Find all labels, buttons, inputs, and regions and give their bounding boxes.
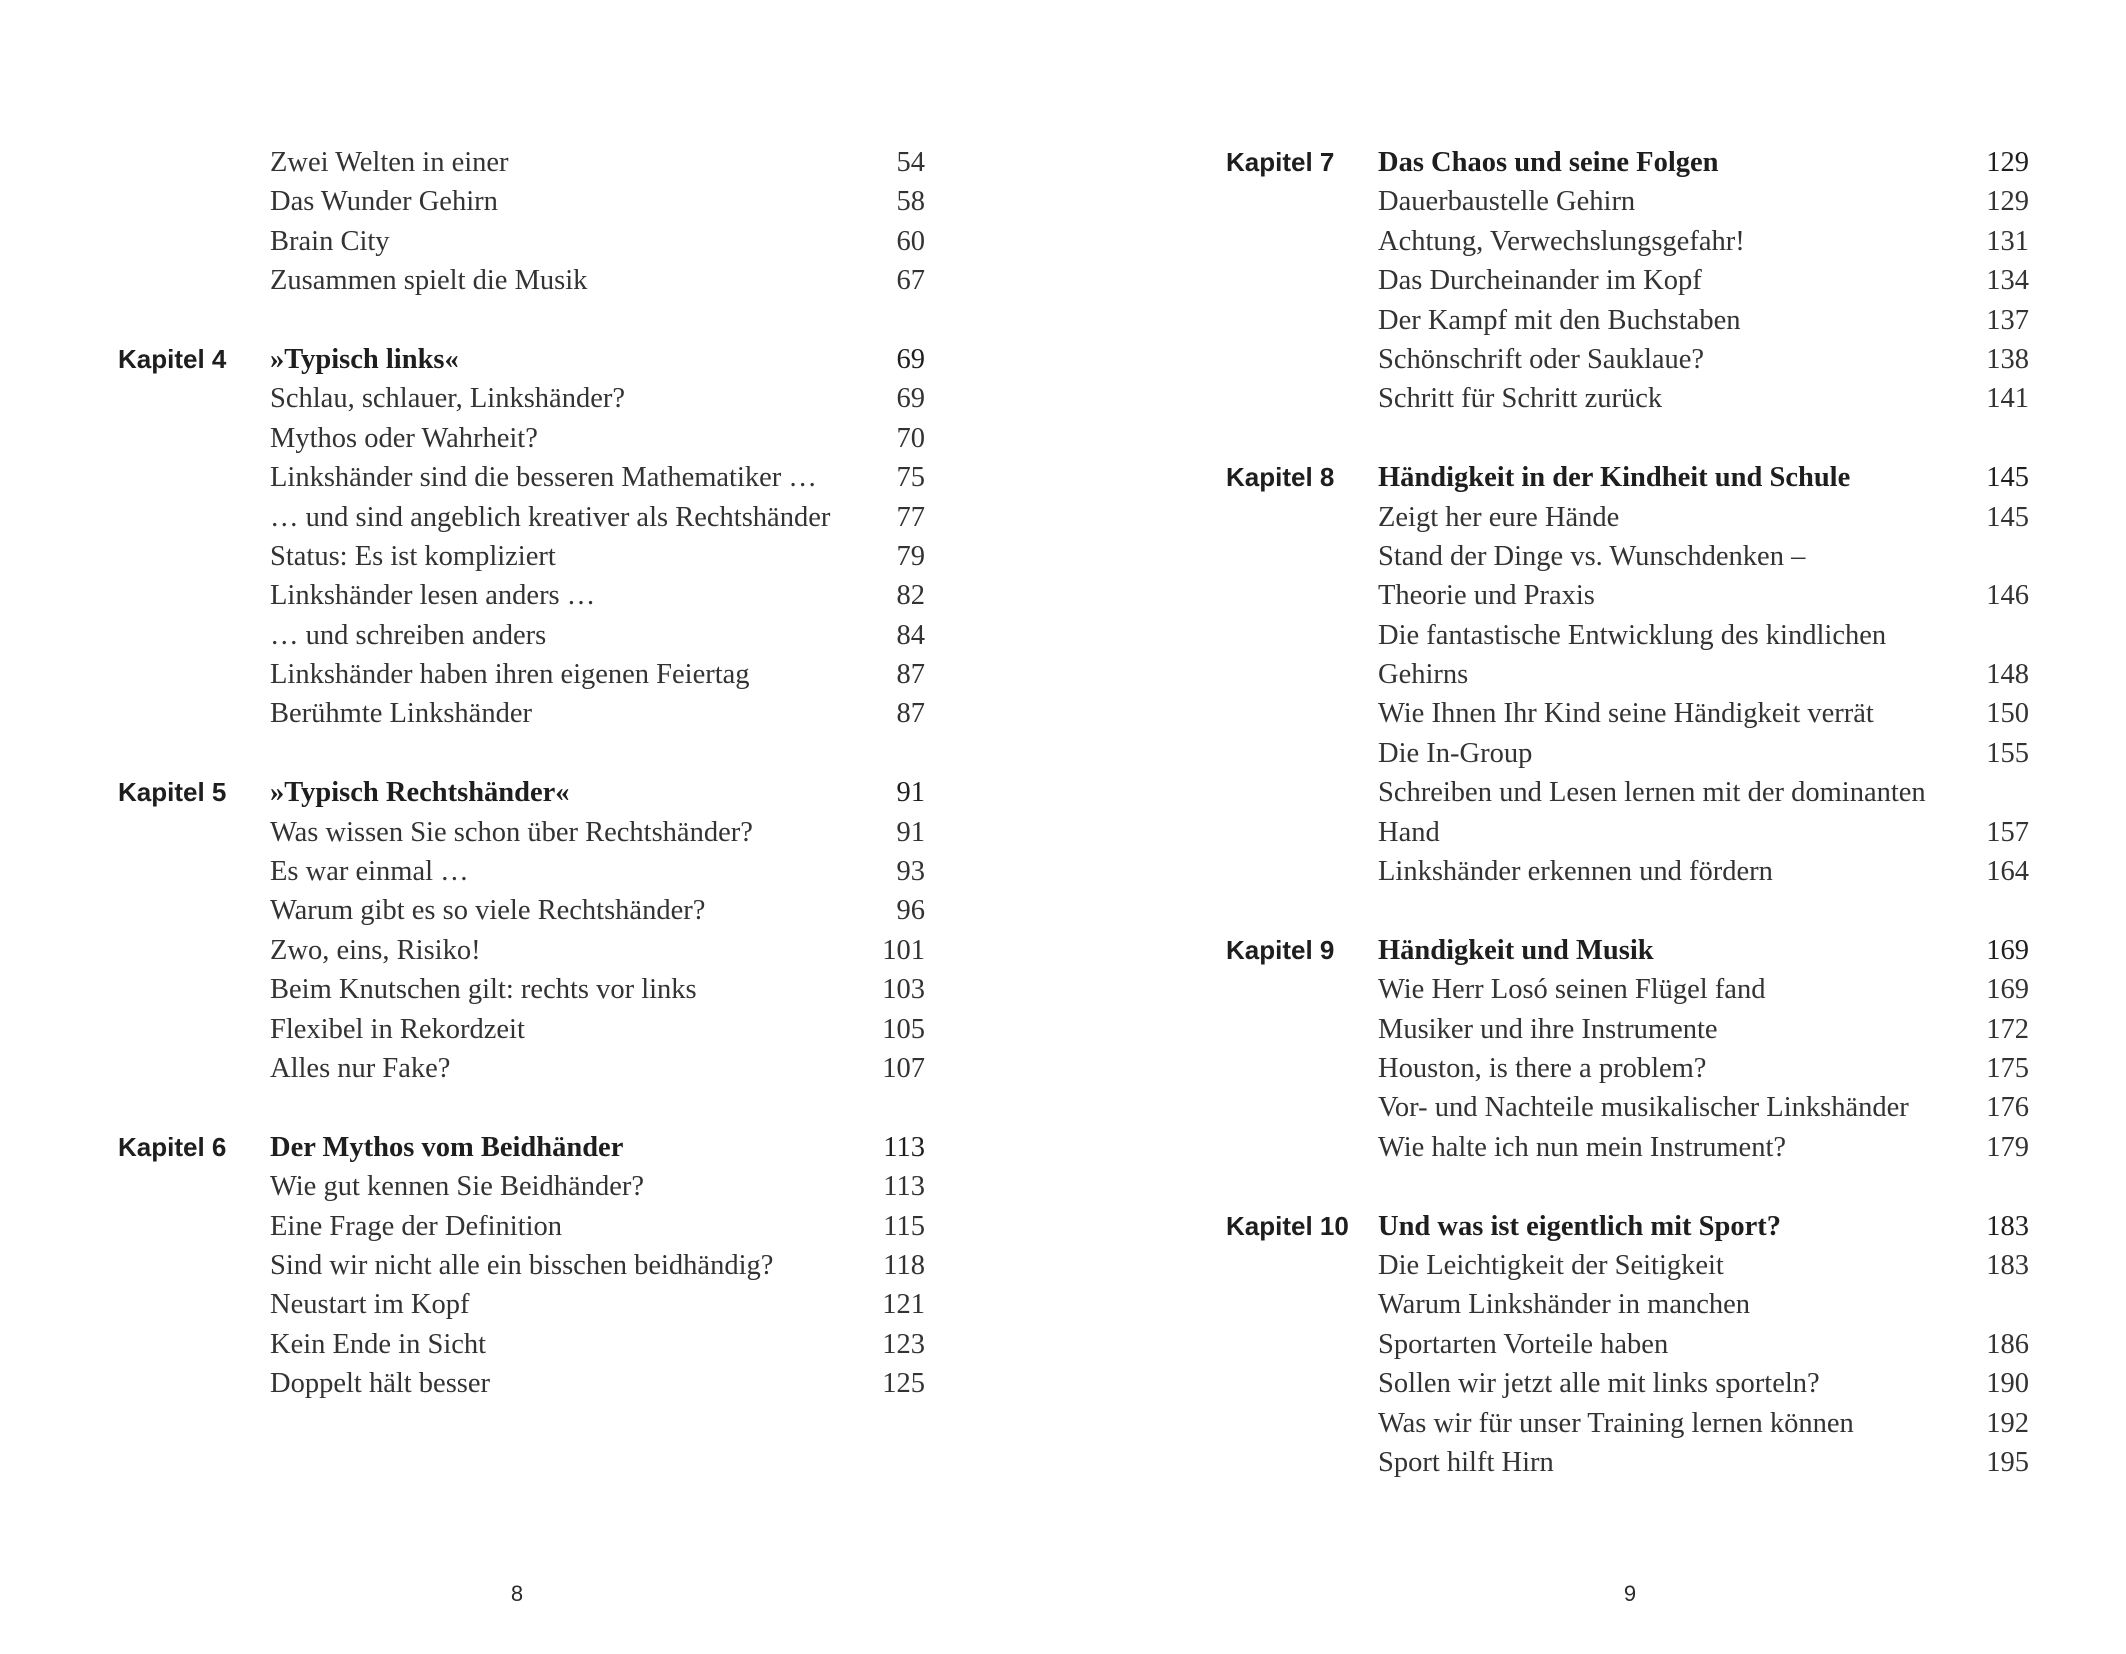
toc-entry: [118, 1285, 925, 1324]
entry-page-number: 118: [883, 1249, 925, 1281]
entry-page-number: 123: [882, 1328, 925, 1360]
entry-page-number: 125: [882, 1368, 925, 1400]
entry-title: Es war einmal …: [270, 856, 469, 888]
chapter-heading: [118, 340, 925, 379]
toc-entry: [1226, 301, 2029, 340]
entry-title: Eine Frage der Definition: [270, 1210, 563, 1242]
chapter-label: Kapitel 7: [1226, 147, 1335, 177]
toc-entry: [118, 379, 925, 418]
toc-entry: [1226, 1010, 2029, 1049]
chapter-heading: [1226, 931, 2029, 970]
entry-page-number: 195: [1986, 1446, 2029, 1478]
chapter-label: Kapitel 8: [1226, 462, 1335, 493]
entry-title: Die Leichtigkeit der Seitigkeit: [1378, 1249, 1724, 1281]
entry-title: Kein Ende in Sicht: [270, 1328, 487, 1360]
toc-entry: [118, 1246, 925, 1285]
entry-title: Das Wunder Gehirn: [270, 186, 498, 218]
toc-entry: [118, 1049, 925, 1088]
toc-entry: [1226, 1049, 2029, 1088]
chapter-label: Kapitel 4: [118, 343, 227, 374]
entry-title: Achtung, Verwechslungsgefahr!: [1378, 225, 1745, 257]
entry-page-number: 113: [883, 1171, 925, 1203]
entry-title: Was wir für unser Training lernen können: [1378, 1407, 1854, 1439]
entry-page-number: 79: [896, 540, 925, 572]
entry-page-number: 129: [1986, 147, 2029, 178]
entry-title: Flexibel in Rekordzeit: [270, 1013, 525, 1045]
entry-title: Sport hilft Hirn: [1378, 1446, 1554, 1478]
entry-page-number: 164: [1986, 856, 2029, 888]
toc-entry: [118, 1325, 925, 1364]
entry-page-number: 113: [883, 1131, 925, 1163]
toc-entry: [1226, 1285, 2026, 1324]
entry-page-number: 175: [1986, 1052, 2029, 1084]
entry-title: Linkshänder lesen anders …: [270, 580, 596, 612]
chapter-title: »Typisch links«: [270, 343, 459, 375]
chapter-heading: [118, 773, 925, 812]
entry-title: Was wissen Sie schon über Rechtshänder?: [270, 816, 753, 848]
entry-page-number: 176: [1986, 1092, 2029, 1124]
toc-entry: [118, 616, 925, 655]
entry-title: Schönschrift oder Sauklaue?: [1378, 343, 1705, 375]
entry-title: Sollen wir jetzt alle mit links sporteln?: [1378, 1368, 1820, 1400]
right-page: [1063, 0, 2126, 1654]
toc-entry: [118, 498, 925, 537]
toc-entry: [1226, 498, 2029, 537]
entry-page-number: 87: [896, 659, 925, 691]
entry-title: … und sind angeblich kreativer als Rechtshänder: [270, 501, 831, 533]
entry-title: Schritt für Schritt zurück: [1378, 383, 1663, 415]
entry-page-number: 107: [882, 1052, 925, 1084]
toc-entry: [118, 1010, 925, 1049]
toc-entry: [118, 970, 925, 1009]
toc-entry: [118, 1364, 925, 1403]
toc-entry: [1226, 773, 2026, 812]
toc-entry: [1226, 379, 2029, 418]
entry-title: Linkshänder sind die besseren Mathematiker …: [270, 462, 817, 494]
toc-entry: [118, 1207, 925, 1246]
entry-page-number: 115: [883, 1210, 925, 1242]
toc-entry: [118, 694, 925, 733]
entry-page-number: 155: [1986, 737, 2029, 769]
chapter-label: Kapitel 9: [1226, 934, 1335, 965]
toc-entry: [1226, 1088, 2029, 1127]
toc-entry: [1226, 694, 2029, 733]
entry-page-number: 105: [882, 1013, 925, 1045]
entry-title: Hand: [1378, 816, 1440, 848]
chapter-title: Händigkeit in der Kindheit und Schule: [1378, 462, 1851, 494]
entry-page-number: 172: [1986, 1013, 2029, 1045]
toc-entry: [118, 537, 925, 576]
entry-page-number: 121: [882, 1289, 925, 1321]
entry-page-number: 82: [896, 580, 925, 612]
chapter-title: »Typisch Rechtshänder«: [270, 777, 570, 809]
entry-page-number: 75: [896, 462, 925, 494]
entry-page-number: 134: [1986, 265, 2029, 297]
entry-title: Die In-Group: [1378, 737, 1533, 769]
toc-entry: [1226, 970, 2029, 1009]
entry-page-number: 141: [1986, 383, 2029, 415]
entry-page-number: 77: [896, 501, 925, 533]
entry-title: Schlau, schlauer, Linkshänder?: [270, 383, 625, 415]
entry-page-number: 84: [896, 619, 925, 651]
toc-entry: [1226, 734, 2029, 773]
toc-entry: [118, 813, 925, 852]
entry-page-number: 60: [896, 225, 925, 257]
entry-title: Theorie und Praxis: [1378, 580, 1595, 612]
entry-title: Wie gut kennen Sie Beidhänder?: [270, 1171, 644, 1203]
chapter-label: Kapitel 10: [1226, 1210, 1349, 1241]
entry-page-number: 183: [1986, 1210, 2029, 1242]
toc-list: [1226, 143, 2029, 1482]
entry-page-number: 157: [1986, 816, 2029, 848]
chapter-heading: [118, 1128, 925, 1167]
entry-page-number: 58: [896, 186, 925, 218]
entry-title: Vor- und Nachteile musikalischer Linkshänder: [1378, 1092, 1909, 1124]
toc-entry: [1226, 222, 2029, 261]
entry-page-number: 169: [1986, 974, 2029, 1006]
toc-entry: [118, 143, 925, 182]
toc-entry: [1226, 1443, 2029, 1482]
chapter-title: Der Mythos vom Beidhänder: [270, 1131, 624, 1163]
toc-list: [118, 143, 925, 1404]
toc-entry: [118, 1167, 925, 1206]
entry-page-number: 150: [1986, 698, 2029, 730]
entry-page-number: 148: [1986, 659, 2029, 691]
toc-entry: [1226, 655, 2029, 694]
entry-title: Musiker und ihre Instrumente: [1378, 1013, 1718, 1045]
toc-entry: [1226, 537, 2026, 576]
entry-title: Dauerbaustelle Gehirn: [1378, 186, 1636, 218]
entry-title: Das Durcheinander im Kopf: [1378, 265, 1702, 297]
entry-title: Linkshänder erkennen und fördern: [1378, 856, 1773, 888]
entry-page-number: 93: [896, 856, 925, 888]
entry-page-number: 169: [1986, 934, 2029, 966]
entry-page-number: 131: [1986, 225, 2029, 257]
chapter-title: Händigkeit und Musik: [1378, 934, 1654, 966]
entry-page-number: 129: [1986, 186, 2029, 218]
entry-title: Schreiben und Lesen lernen mit der dominanten: [1378, 777, 1926, 809]
entry-title: Neustart im Kopf: [270, 1289, 470, 1321]
entry-page-number: 96: [896, 895, 925, 927]
entry-title: Warum gibt es so viele Rechtshänder?: [270, 895, 706, 927]
entry-title: Linkshänder haben ihren eigenen Feiertag: [270, 659, 750, 691]
entry-title: Wie Ihnen Ihr Kind seine Händigkeit verrät: [1378, 698, 1874, 730]
entry-title: Doppelt hält besser: [270, 1368, 491, 1400]
entry-page-number: 192: [1986, 1407, 2029, 1439]
chapter-heading: [1226, 143, 2029, 182]
chapter-heading: [1226, 1207, 2029, 1246]
toc-entry: [118, 576, 925, 615]
entry-page-number: 145: [1986, 462, 2029, 494]
entry-title: Status: Es ist kompliziert: [270, 540, 556, 572]
toc-entry: [118, 222, 925, 261]
entry-title: … und schreiben anders: [270, 619, 547, 651]
toc-entry: [1226, 576, 2029, 615]
entry-title: Berühmte Linkshänder: [270, 698, 532, 730]
chapter-heading: [1226, 458, 2029, 497]
entry-page-number: 146: [1986, 580, 2029, 612]
entry-page-number: 138: [1986, 343, 2029, 375]
entry-title: Houston, is there a problem?: [1378, 1052, 1707, 1084]
entry-page-number: 69: [896, 343, 925, 375]
entry-page-number: 91: [896, 777, 925, 809]
entry-title: Mythos oder Wahrheit?: [270, 422, 538, 454]
page-number: 9: [1623, 1581, 1637, 1606]
chapter-title: Das Chaos und seine Folgen: [1378, 147, 1719, 178]
entry-page-number: 183: [1986, 1249, 2029, 1281]
toc-entry: [1226, 182, 2029, 221]
toc-entry: [118, 655, 925, 694]
toc-entry: [118, 419, 925, 458]
entry-title: Stand der Dinge vs. Wunschdenken –: [1378, 540, 1806, 572]
entry-page-number: 70: [896, 422, 925, 454]
entry-title: Wie halte ich nun mein Instrument?: [1378, 1131, 1787, 1163]
toc-entry: [1226, 813, 2029, 852]
entry-page-number: 145: [1986, 501, 2029, 533]
entry-title: Zwo, eins, Risiko!: [270, 934, 481, 966]
toc-entry: [1226, 1404, 2029, 1443]
entry-title: Der Kampf mit den Buchstaben: [1378, 304, 1741, 336]
toc-entry: [1226, 261, 2029, 300]
entry-page-number: 69: [896, 383, 925, 415]
entry-page-number: 67: [896, 265, 925, 297]
entry-title: Sportarten Vorteile haben: [1378, 1328, 1669, 1360]
entry-title: Wie Herr Losó seinen Flügel fand: [1378, 974, 1766, 1006]
toc-entry: [1226, 1128, 2029, 1167]
entry-page-number: 103: [882, 974, 925, 1006]
toc-entry: [1226, 1364, 2029, 1403]
toc-entry: [1226, 616, 2026, 655]
entry-page-number: 91: [896, 816, 925, 848]
toc-entry: [118, 852, 925, 891]
toc-entry: [118, 931, 925, 970]
entry-page-number: 186: [1986, 1328, 2029, 1360]
toc-entry: [118, 261, 925, 300]
chapter-title: Und was ist eigentlich mit Sport?: [1378, 1210, 1781, 1242]
entry-title: Zwei Welten in einer: [270, 147, 509, 178]
chapter-label: Kapitel 6: [118, 1131, 227, 1162]
toc-entry: [1226, 340, 2029, 379]
entry-title: Beim Knutschen gilt: rechts vor links: [270, 974, 697, 1006]
toc-entry: [1226, 852, 2029, 891]
toc-entry: [1226, 1246, 2029, 1285]
entry-title: Brain City: [270, 225, 390, 257]
entry-page-number: 54: [896, 147, 925, 178]
entry-title: Die fantastische Entwicklung des kindlichen: [1378, 619, 1887, 651]
entry-title: Alles nur Fake?: [270, 1052, 451, 1084]
toc-entry: [118, 458, 925, 497]
entry-title: Zusammen spielt die Musik: [270, 265, 588, 297]
entry-page-number: 101: [882, 934, 925, 966]
toc-entry: [1226, 1325, 2029, 1364]
entry-page-number: 179: [1986, 1131, 2029, 1163]
entry-page-number: 190: [1986, 1368, 2029, 1400]
entry-title: Zeigt her eure Hände: [1378, 501, 1620, 533]
entry-title: Warum Linkshänder in manchen: [1378, 1289, 1751, 1321]
entry-title: Gehirns: [1378, 659, 1469, 691]
entry-page-number: 137: [1986, 304, 2029, 336]
page-number: 8: [510, 1581, 524, 1606]
entry-page-number: 87: [896, 698, 925, 730]
toc-entry: [118, 182, 925, 221]
chapter-label: Kapitel 5: [118, 777, 227, 808]
entry-title: Sind wir nicht alle ein bisschen beidhändig?: [270, 1249, 774, 1281]
toc-entry: [118, 891, 925, 930]
